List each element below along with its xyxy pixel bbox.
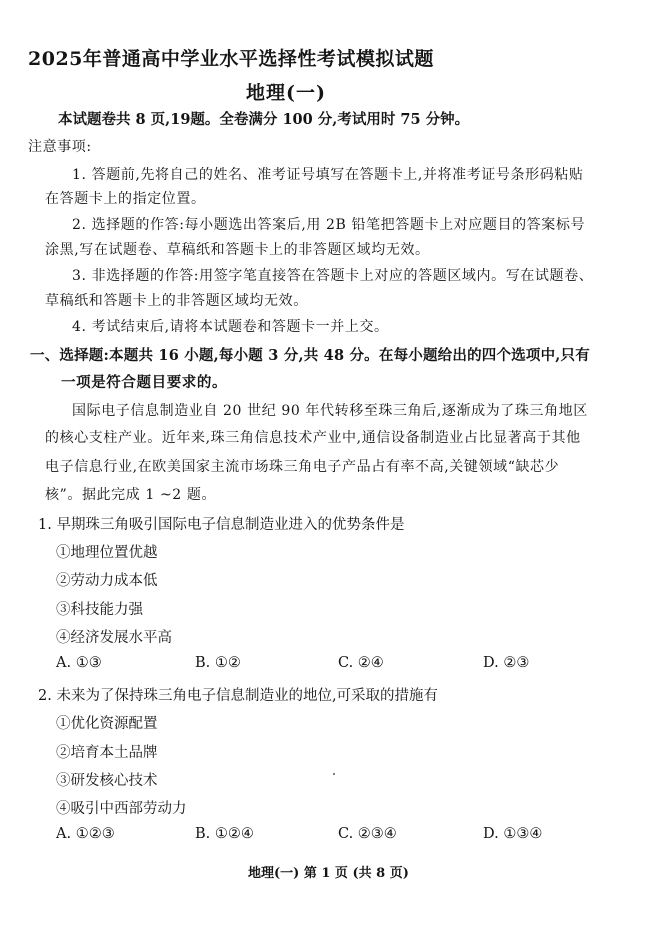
answer-option-c: C. ②③④ <box>338 826 397 842</box>
section-heading: 一、选择题:本题共 16 小题,每小题 3 分,共 48 分。在每小题给出的四个选项中,只有 <box>30 347 590 364</box>
note-line: 草稿纸和答题卡上的非答题区域均无效。 <box>45 293 308 309</box>
question-item: ①优化资源配置 <box>56 716 158 732</box>
exam-title: 2025年普通高中学业水平选择性考试模拟试题 <box>28 48 434 70</box>
passage-line: 的核心支柱产业。近年来,珠三角信息技术产业中,通信设备制造业占比显著高于其他 <box>45 430 581 446</box>
answer-option-b: B. ①② <box>195 655 241 671</box>
note-line: 1. 答题前,先将自己的姓名、准考证号填写在答题卡上,并将准考证号条形码粘贴 <box>72 167 584 183</box>
question-item: ④经济发展水平高 <box>56 630 172 646</box>
section-heading-cont: 一项是符合题目要求的。 <box>61 374 228 391</box>
print-speck <box>333 773 335 775</box>
answer-option-a: A. ①③ <box>56 655 102 671</box>
note-line: 2. 选择题的作答:每小题选出答案后,用 2B 铅笔把答题卡上对应题目的答案标号 <box>72 217 586 233</box>
answer-option-a: A. ①②③ <box>56 826 115 842</box>
page-footer: 地理(一) 第 1 页 (共 8 页) <box>248 866 409 881</box>
note-line: 在答题卡上的指定位置。 <box>45 191 206 207</box>
answer-option-b: B. ①②④ <box>195 826 254 842</box>
question-stem: 1. 早期珠三角吸引国际电子信息制造业进入的优势条件是 <box>38 517 405 533</box>
exam-subtitle: 地理(一) <box>246 82 326 104</box>
answer-option-c: C. ②④ <box>338 655 384 671</box>
exam-info: 本试题卷共 8 页,19题。全卷满分 100 分,考试用时 75 分钟。 <box>58 111 470 128</box>
passage-line: 国际电子信息制造业自 20 世纪 90 年代转移至珠三角后,逐渐成为了珠三角地区 <box>72 403 588 419</box>
notes-heading: 注意事项: <box>28 139 92 155</box>
note-line: 3. 非选择题的作答:用签字笔直接答在答题卡上对应的答题区域内。写在试题卷、 <box>72 268 594 284</box>
answer-option-d: D. ①③④ <box>483 826 543 842</box>
passage-line: 电子信息行业,在欧美国家主流市场珠三角电子产品占有率不高,关键领域“缺芯少 <box>45 459 560 475</box>
note-line: 4. 考试结束后,请将本试题卷和答题卡一并上交。 <box>72 319 389 335</box>
question-item: ②培育本土品牌 <box>56 745 158 761</box>
question-item: ②劳动力成本低 <box>56 573 158 589</box>
question-stem: 2. 未来为了保持珠三角电子信息制造业的地位,可采取的措施有 <box>38 688 439 704</box>
question-item: ③科技能力强 <box>56 602 143 618</box>
passage-line: 核”。据此完成 1 ~2 题。 <box>45 487 217 503</box>
answer-option-d: D. ②③ <box>483 655 530 671</box>
note-line: 涂黑,写在试题卷、草稿纸和答题卡上的非答题区域均无效。 <box>45 242 430 258</box>
question-item: ③研发核心技术 <box>56 773 158 789</box>
question-item: ①地理位置优越 <box>56 545 158 561</box>
question-item: ④吸引中西部劳动力 <box>56 801 187 817</box>
